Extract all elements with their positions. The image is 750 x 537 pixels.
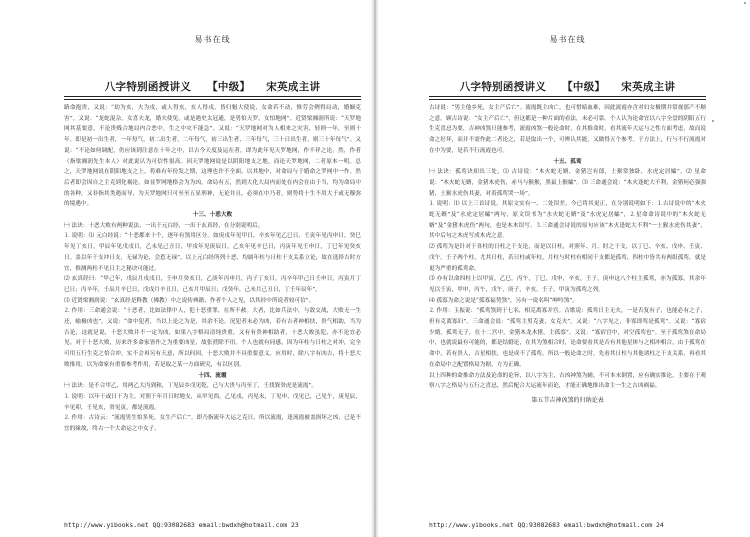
left-paragraph-3: ⒈ 说明：⑴ 元白经说：“十恶都来十个，逐年有煞用区分。如庚戌年见甲日，辛亥年见乙巳日，壬寅年见丙申日，癸巳年见丁亥日，甲辰年见戊戌日，乙未见己丑日，甲戌年见庚辰日，乙亥年见辛巳日，丙寅年见壬申日，丁巳年见癸亥日。盖以年干支冲日支，无禄为论，会惹无禄”。以上元白经所列十恶，均属年柱与日柱于支关系立论，故在选择吉时方宜，推测两柱不见日主之秘诀可能过。 [64,233,361,272]
right-paragraph-3: ⒈ 说明：⑴ 以上三首诗说，其原文实有一、二处误差，今已将其更正，在分别说明如下：⒈古诗说中的“木火蛇无婿”及“水虎定居孀”两句，原文误书为“水火蛇无婿”及“水虎定居孀”，⒉星命命诗说中的“木火蛇无婿”及“金猪木虎伤”两句，也是木木误写。⒊三命通会诗说的原句应该“木火逢蛇大不利”一土猴水虎伤其妻”，其中后句之木虎写成木虎之意。 [429,201,706,240]
left-title-bar [64,79,361,97]
right-title-level: 【中级】 [562,81,606,93]
right-body [429,103,706,407]
right-page [375,0,750,537]
left-paragraph-4: ⑵ 玄真经曰：“甲己年，戊辰月戌戌日，壬申月癸亥日，乙庚年丙申月，丙子丁亥日，丙辛年甲己日壬申日，丙寅月丁巳日；丙辛年，壬辰月辛巳日，戊戌月辛丑日，己亥月甲辰日；戊癸年，己未月己丑日，丁壬年辰年”。 [64,276,361,293]
right-paragraph-0: 古诗说：“男主他乡死，女主产后亡”。流霞既主凶亡，也可惜暗血难，因此流霞亦含对妇女极期并常视那产不顺之意。顾古诗说：“女主产后亡”。但这都是一种片面的看法，未必可靠。个人认为论命宜以八字全盘的阴阳五行生克喜忌为要，吉神凶煞只能参考，流霞凶煞一般论命时，在其推命时，看其流年大运与之性方面考虑，故而说命之好坏，而并不需作此二者论之，若是取出一个，可辨认其能，又做得五个参考。于方法上，行与不行流霞对在中为要，是若不行流霞也可。 [429,105,706,154]
next-section-title: 第五节吉神凶煞的归纳论表 [531,396,604,404]
left-paragraph-5: ⑶ 近贤梁湘润说：“玄真经是释教（佛教）中之说传典籍，作者个人之见，以其经中所说者较可信”。 [64,297,315,304]
scan-speck [744,2,746,4]
left-paragraph-9: ⒈ 说明：以年干或日干为主，对照干年月日时地支，从甲见酉，乙见戌，丙见未，丁见申，戊见已，己见午，庚见辰，辛见卯，壬见亥，癸见寅，都是流霞。 [64,393,361,411]
left-title-author: 宋英成主讲 [266,81,321,93]
right-title-main: 八字特别函授讲义 [459,81,547,93]
right-paragraph-2: ㈠ 法诀：孤鸾诀却出三处，⑴ 古诗说：“木火蛇无婿，金猪岂有郎，土猴常独卧，水虎定居孀”。⑵ 星命说：“木火蛇无婿，金猪木虎伤，赤马与猴猴，黑鼠上猴孀”。⑶ 三命通会说：“木火逢蛇大不利，金猪何必强强猪，土猴水虎伤其妻，对着孤鸾哭一场”。 [429,169,706,197]
left-title-rule [64,99,361,100]
right-paragraph-7: ⒉ 作用：玉振说：“孤鸾煞到于七名，相克离寡并宫。古歌说：孤鸾日主无夫，一是否复有子，也能必有之子，但有克离寡妇”。三命通会说：“孤鸾主男克妻，女克夫”。又说：“八字见之，非寡即鸾是孤鸾”。又说：“寡宿少婚，孤鸾无子，在十二宫中，金猪木龙木猪，主孤寡”。又说：“寡宿宫中，对空孤鸾也”。至于孤鸾煞在命局中，也就说最有可能的，都是结婚论，在其为煞相合时，论命要看其是否有其他星体与之相冲相合。由于孤鸾在命中，若有贵人，吉星相扶，也是成不了孤鸾，所以一般论命之时，先看其日柱与其他诸柱之干支关系，再看其在命局中之配置格局为据，方为正确。 [429,308,706,368]
left-paragraph-2: ㈠ 法诀：十恶大败有两种说法，一出于元白经，一出于玄真经，在分别说明后。 [64,222,264,229]
right-paragraph-8: 以上四种的命推命方法及论命的论旨，以八字为主，吉凶神煞为辅，不可本末倒置，应有确实推论，主要在于观察八字之格局与五行之喜忌，然后配合大运流年而论，才能正确地推出命主一生之吉凶祸福。 [429,372,706,390]
left-title-level: 【中级】 [207,81,251,93]
left-paragraph-8: ㈠ 法诀：是不合甲乙，用两乙大丙到和，丁见辰乡戊见乾，己与大贵与丙至丁，壬找巽癸虎是流霞”。 [64,383,318,390]
left-paragraph-0: 路命抱贵，又说：“劫为亥，夫为戌，或人得亥，亥人得戌，皆归魁大使说，女命若不动，惟劳会例得局动，婚姻克害”。又说：“龙蛇混杂，女喜夫龙，婚夫使免，或是遇史太冠通，是男怕天罗，女怕地网”。近贤梁湘润所说：“天罗地网其基要意，不论贵贱合地局内合恶中，生之中灾不能急”。又说：“天罗地网对为人相来之灾害，轻则一年，至则十年。即是初一出生者，一年每气，初二出生者，二年每气，初三出生者，三年每气，三十日出生者，则三十年每气”。又说：“不论如何调配，仍应该到注意在十年之中，以吉今天度及运在者，即为此年见天罗地网，作不祥之论。然，作者（指梁湘润先生本人）对此说认为可信性很高。因天罗地网说是以阴阳地支之地，而论天罗地网，二者原本一明。总之，天罗地网说在阴阳地支之上，将难有年份发之期，这理也许不全面。以其地中，对命局与于婚命之罗网中一作。然后者即会因自之主克到化祸论，如显罗网地格会为为凶。命局有五，然到大化大局内而处在内会在由于当，均为命局中的各种，又非指其类遇而导，为天罗地网只可至至五显刑神，无论并且，必须在中乃者，则势将十生不用大于或无穆弥的境遇中。 [64,105,361,208]
left-section-heading-13: 十三、十恶大败 [192,212,233,219]
left-title-main: 八字特别函授讲义 [104,81,192,93]
right-title-author: 宋英成主讲 [621,81,676,93]
left-section-heading-14: 十四、流霞 [198,372,227,379]
left-body [64,103,361,435]
scan-speck [712,120,714,122]
right-title-rule [429,99,706,100]
right-site-header: 易书在线 [549,35,586,44]
right-footer: http://www.yibooks.net QQ:93082683 email:bwdxh@hotmail.com 24 [429,521,664,529]
right-section-heading-15: 十五、孤鸾 [553,158,582,165]
right-paragraph-5: ⑶ 亦有以命四柱上以甲寅，乙巳，丙午，丁巳，戊申，辛亥，壬子，庚申这八个柱主孤鸾，亦为孤寡。其余年见以壬寅，甲申，丙午，戊午，庚子，辛亥，壬子，甲寅为孤鸾之列。 [429,276,706,293]
left-paragraph-6: ⒉ 作用：三命通会说：“十恶者，比如法律中人，犯十恶重罪，在所不赦。大者，比如兵法中，与敌交战，大败无一生还，喻极凶也”。又说：“命中犯者，当以上论之为是，其余不论。况犯者未必为凶，若有吉者神相扶，贵气相助，当为吉论，这就是说，十恶大败并不一定为凶，如果八字格局清纯贵重，又有有贵神相助者，十恶大败虽犯，亦不论宜必见。对于十恶大败，历来许多命家皆作之为重要凶星，故张蔗除不用。个人也就有同感，因为年柱与日柱之对冲，完全可用五行生克之恰合冲，实不会再另有天意，所以何因，十恶大败并不具重要意义。应用时，除八字有凶吉，将十恶大败推用，以为命家有重要参考作用，若是取之某一方面研究，有以区别。 [64,308,361,368]
left-footer: http://www.yibooks.net QQ:93082683 email:bwdxh@hotmail.com 23 [64,521,299,529]
right-paragraph-6: ⑷ 孤寡为命之说是“孤寡福势煞”，另有一说名叫“呻吟煞”。 [429,297,578,304]
right-paragraph-4: ⑵ 孤鸾为是针对于各柱的日柱之干支论，而是以日柱，对照年、月、时之干支，以丁巳、辛亥、戊申、壬寅、戊午，壬子两个柱，尤其日柱，若日柱或年柱，月柱与时柱有相同干支都是孤鸾，四柱中皆共有两组孤鸾，就是更为严重的孤鸾命。 [429,244,706,272]
left-site-header: 易书在线 [194,35,231,44]
left-paragraph-10: ⒉ 作用：古诗云：“流霞男生怕多死，女生产后亡”。即乃指流年大运之克日，所以流霞，逢流霞被盖损坏之凶，已是不宜的缘故，终古一个大命运之中女子。 [64,415,361,433]
right-title-bar [429,79,706,97]
